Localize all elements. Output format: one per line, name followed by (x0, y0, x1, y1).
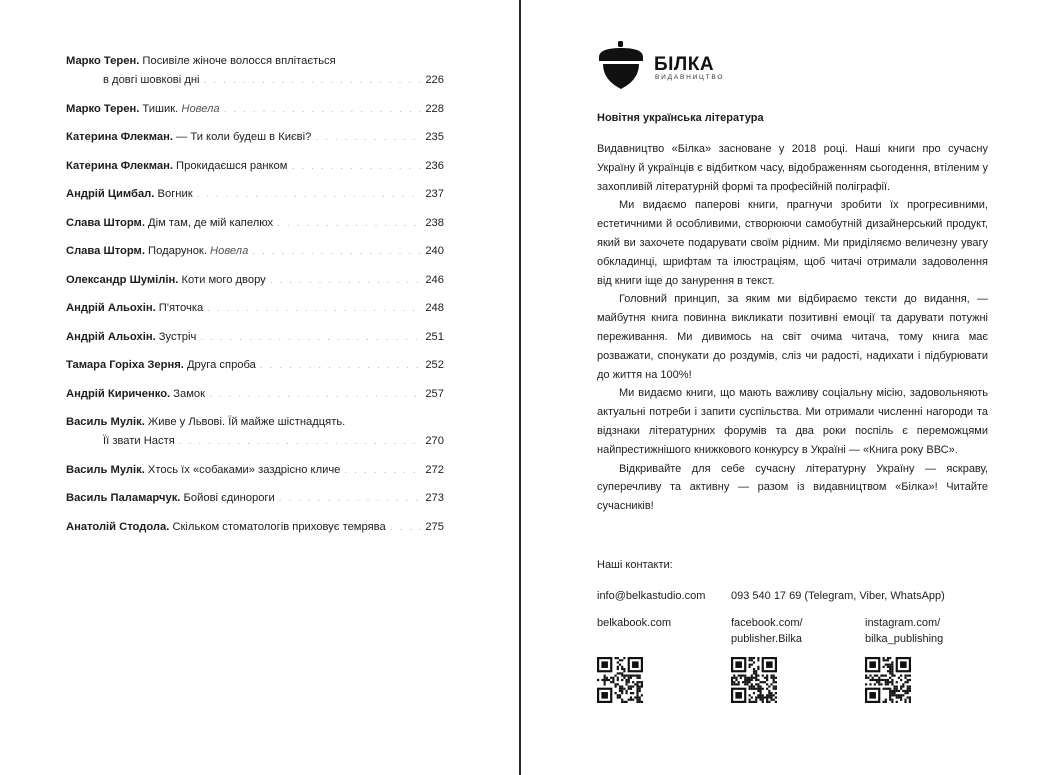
toc-leader-dots (344, 461, 421, 480)
website-link[interactable]: belkabook.com (597, 617, 671, 629)
about-paragraph: Видавництво «Білка» засноване у 2018 році. Наші книги про сучасну Україну й українців є відбитком часу, відображенням сьогодення, втіленим у захопливій літературній формі та професійній поліграфії. (597, 143, 988, 193)
email-link[interactable]: info@belkastudio.com (597, 590, 706, 602)
toc-entry (66, 328, 444, 347)
toc-page-number: 248 (425, 302, 444, 314)
toc-genre: Новела (210, 245, 249, 257)
toc-author: Василь Мулік. (66, 463, 145, 476)
toc-author: Василь Мулік. (66, 416, 145, 428)
qr-code-instagram (865, 657, 911, 703)
toc-entry (66, 52, 444, 90)
toc-title: Андрій Цимбал. Вогник (66, 188, 193, 200)
table-of-contents (66, 52, 444, 546)
about-paragraph: Ми видаємо паперові книги, прагнучи зробити їх прогресивними, естетичними й особливими, створюючи самобутній дизайнерський продукт, який ви захочете подарувати своїм рідним. Ми приділяємо величезну увагу обкладинці, шрифтам та ілюстраціям, щоб читачі отримали задоволення від книги іще до занурення в текст. (597, 199, 988, 287)
about-paragraph: Ми видаємо книги, що мають важливу соціальну місію, задовольняють актуальні потреби і запити суспільства. Ми отримали численні нагороди та відзнаки літературних форумів та два роки поспіль є переможцями найпрестижнішого книжкового конкурсу в Україні — «Книга року ВВС». (597, 387, 988, 456)
toc-entry (66, 299, 444, 318)
about-paragraph: Головний принцип, за яким ми відбираємо тексти до видання, — майбутня книга повинна викликати позитивні емоції та дарувати потужні переживання. Ми дивимось на світ очима читача, тому книга має розважати, спонукати до роздумів, сліз чи радості, надихати і підбурювати до життя на 100%! (597, 293, 988, 381)
toc-title: Її звати Настя (103, 435, 175, 447)
toc-page-number: 237 (425, 188, 444, 200)
toc-leader-dots (270, 271, 422, 290)
toc-entry (66, 242, 444, 261)
toc-author: Слава Шторм. (66, 245, 145, 257)
toc-line (66, 413, 444, 432)
toc-title: Анатолій Стодола. Скільком стоматологів приховує темрява (66, 520, 386, 533)
toc-leader-dots (197, 185, 422, 204)
toc-title: Марко Терен. Посивіле жіноче волосся вплітається (66, 55, 336, 67)
toc-leader-dots (252, 242, 421, 261)
toc-line (66, 52, 444, 71)
toc-leader-dots (179, 432, 422, 451)
toc-title: Андрій Альохін. П'яточка (66, 302, 204, 314)
toc-author: Андрій Цимбал. (66, 188, 155, 200)
toc-author: Катерина Флекман. (66, 131, 173, 143)
toc-line (66, 271, 444, 290)
toc-title: Марко Терен. Тишик. Новела (66, 102, 220, 115)
toc-title: Тамара Горіха Зерня. Друга спроба (66, 359, 256, 371)
toc-entry (66, 214, 444, 233)
toc-line (66, 157, 444, 176)
toc-leader-dots (200, 328, 421, 347)
instagram-link[interactable]: instagram.com/ bilka_publishing (865, 617, 944, 645)
toc-author: Андрій Кириченко. (66, 387, 171, 400)
series-title: Новітня українська література (597, 112, 764, 124)
toc-line (66, 385, 444, 404)
toc-author: Тамара Горіха Зерня. (66, 359, 184, 371)
toc-line (66, 128, 444, 147)
toc-author: Марко Терен. (66, 55, 140, 67)
toc-author: Слава Шторм. (66, 216, 145, 229)
toc-line (66, 518, 444, 537)
toc-entry (66, 413, 444, 451)
toc-page-number: 251 (425, 330, 444, 343)
toc-page-number: 273 (425, 492, 444, 504)
toc-title: Катерина Флекман. Прокидаєшся ранком (66, 159, 288, 172)
toc-title: в довгі шовкові дні (103, 74, 200, 86)
toc-entry (66, 271, 444, 290)
about-paragraph: Відкривайте для себе сучасну літературну Україну — яскраву, суперечливу та активну — разом із видавництвом «Білка»! Читайте сучасників! (597, 462, 988, 513)
toc-author: Катерина Флекман. (66, 159, 173, 172)
acorn-icon (596, 40, 646, 90)
toc-line (66, 299, 444, 318)
toc-leader-dots (204, 71, 422, 90)
toc-page-number: 238 (425, 216, 444, 229)
toc-entry (66, 100, 444, 119)
toc-entry (66, 385, 444, 404)
toc-leader-dots (224, 100, 422, 119)
phone-number[interactable]: 093 540 17 69 (Telegram, Viber, WhatsApp) (731, 590, 945, 602)
toc-page-number: 257 (425, 387, 444, 400)
toc-line (66, 100, 444, 119)
toc-page-number: 240 (425, 245, 444, 257)
toc-author: Анатолій Стодола. (66, 520, 170, 533)
toc-entry (66, 461, 444, 480)
toc-line (66, 71, 444, 90)
toc-title: Слава Шторм. Подарунок. Новела (66, 245, 249, 257)
toc-line (66, 185, 444, 204)
toc-leader-dots (291, 157, 421, 176)
toc-leader-dots (390, 518, 422, 537)
qr-code-website (597, 657, 643, 703)
toc-line (66, 214, 444, 233)
toc-author: Олександр Шумілін. (66, 273, 179, 286)
logo-subtitle: ВИДАВНИЦТВО (655, 74, 725, 81)
toc-title: Василь Паламарчук. Бойові єдинороги (66, 492, 275, 504)
toc-page-number: 236 (425, 159, 444, 172)
toc-leader-dots (279, 489, 422, 508)
publisher-logo (596, 40, 726, 90)
toc-title: Олександр Шумілін. Коти мого двору (66, 273, 266, 286)
toc-leader-dots (315, 128, 421, 147)
toc-title: Василь Мулік. Живе у Львові. Їй майже шістнадцять. (66, 416, 346, 428)
publisher-description (597, 140, 988, 516)
toc-page-number: 226 (425, 74, 444, 86)
logo-wordmark: БІЛКА (654, 54, 715, 75)
toc-line (66, 461, 444, 480)
toc-page-number: 272 (425, 463, 444, 476)
toc-title: Слава Шторм. Дім там, де мій капелюх (66, 216, 274, 229)
toc-leader-dots (207, 299, 421, 318)
toc-leader-dots (277, 214, 421, 233)
toc-author: Василь Паламарчук. (66, 492, 181, 504)
toc-leader-dots (209, 385, 421, 404)
toc-line (66, 432, 444, 451)
toc-title: Андрій Кириченко. Замок (66, 387, 206, 400)
toc-title: Василь Мулік. Хтось їх «собаками» заздрісно кличе (66, 463, 341, 476)
toc-genre: Новела (181, 102, 220, 115)
toc-line (66, 356, 444, 375)
toc-entry (66, 518, 444, 537)
toc-title: Андрій Альохін. Зустріч (66, 330, 197, 343)
toc-line (66, 328, 444, 347)
toc-page-number: 270 (425, 435, 444, 447)
toc-entry (66, 185, 444, 204)
toc-page-number: 235 (425, 131, 444, 143)
facebook-link[interactable]: facebook.com/ publisher.Bilka (731, 617, 803, 645)
toc-title: Катерина Флекман. — Ти коли будеш в Києві? (66, 131, 312, 143)
toc-page-number: 246 (425, 273, 444, 286)
toc-page-number: 228 (425, 102, 444, 115)
toc-line (66, 242, 444, 261)
toc-line (66, 489, 444, 508)
contacts-heading: Наші контакти: (597, 559, 673, 571)
toc-entry (66, 489, 444, 508)
toc-author: Андрій Альохін. (66, 330, 156, 343)
toc-leader-dots (260, 356, 421, 375)
toc-entry (66, 128, 444, 147)
toc-author: Андрій Альохін. (66, 302, 156, 314)
toc-page-number: 252 (425, 359, 444, 371)
book-spine (519, 0, 521, 775)
toc-entry (66, 356, 444, 375)
toc-entry (66, 157, 444, 176)
toc-page-number: 275 (425, 520, 444, 533)
toc-author: Марко Терен. (66, 102, 140, 115)
qr-code-facebook (731, 657, 777, 703)
